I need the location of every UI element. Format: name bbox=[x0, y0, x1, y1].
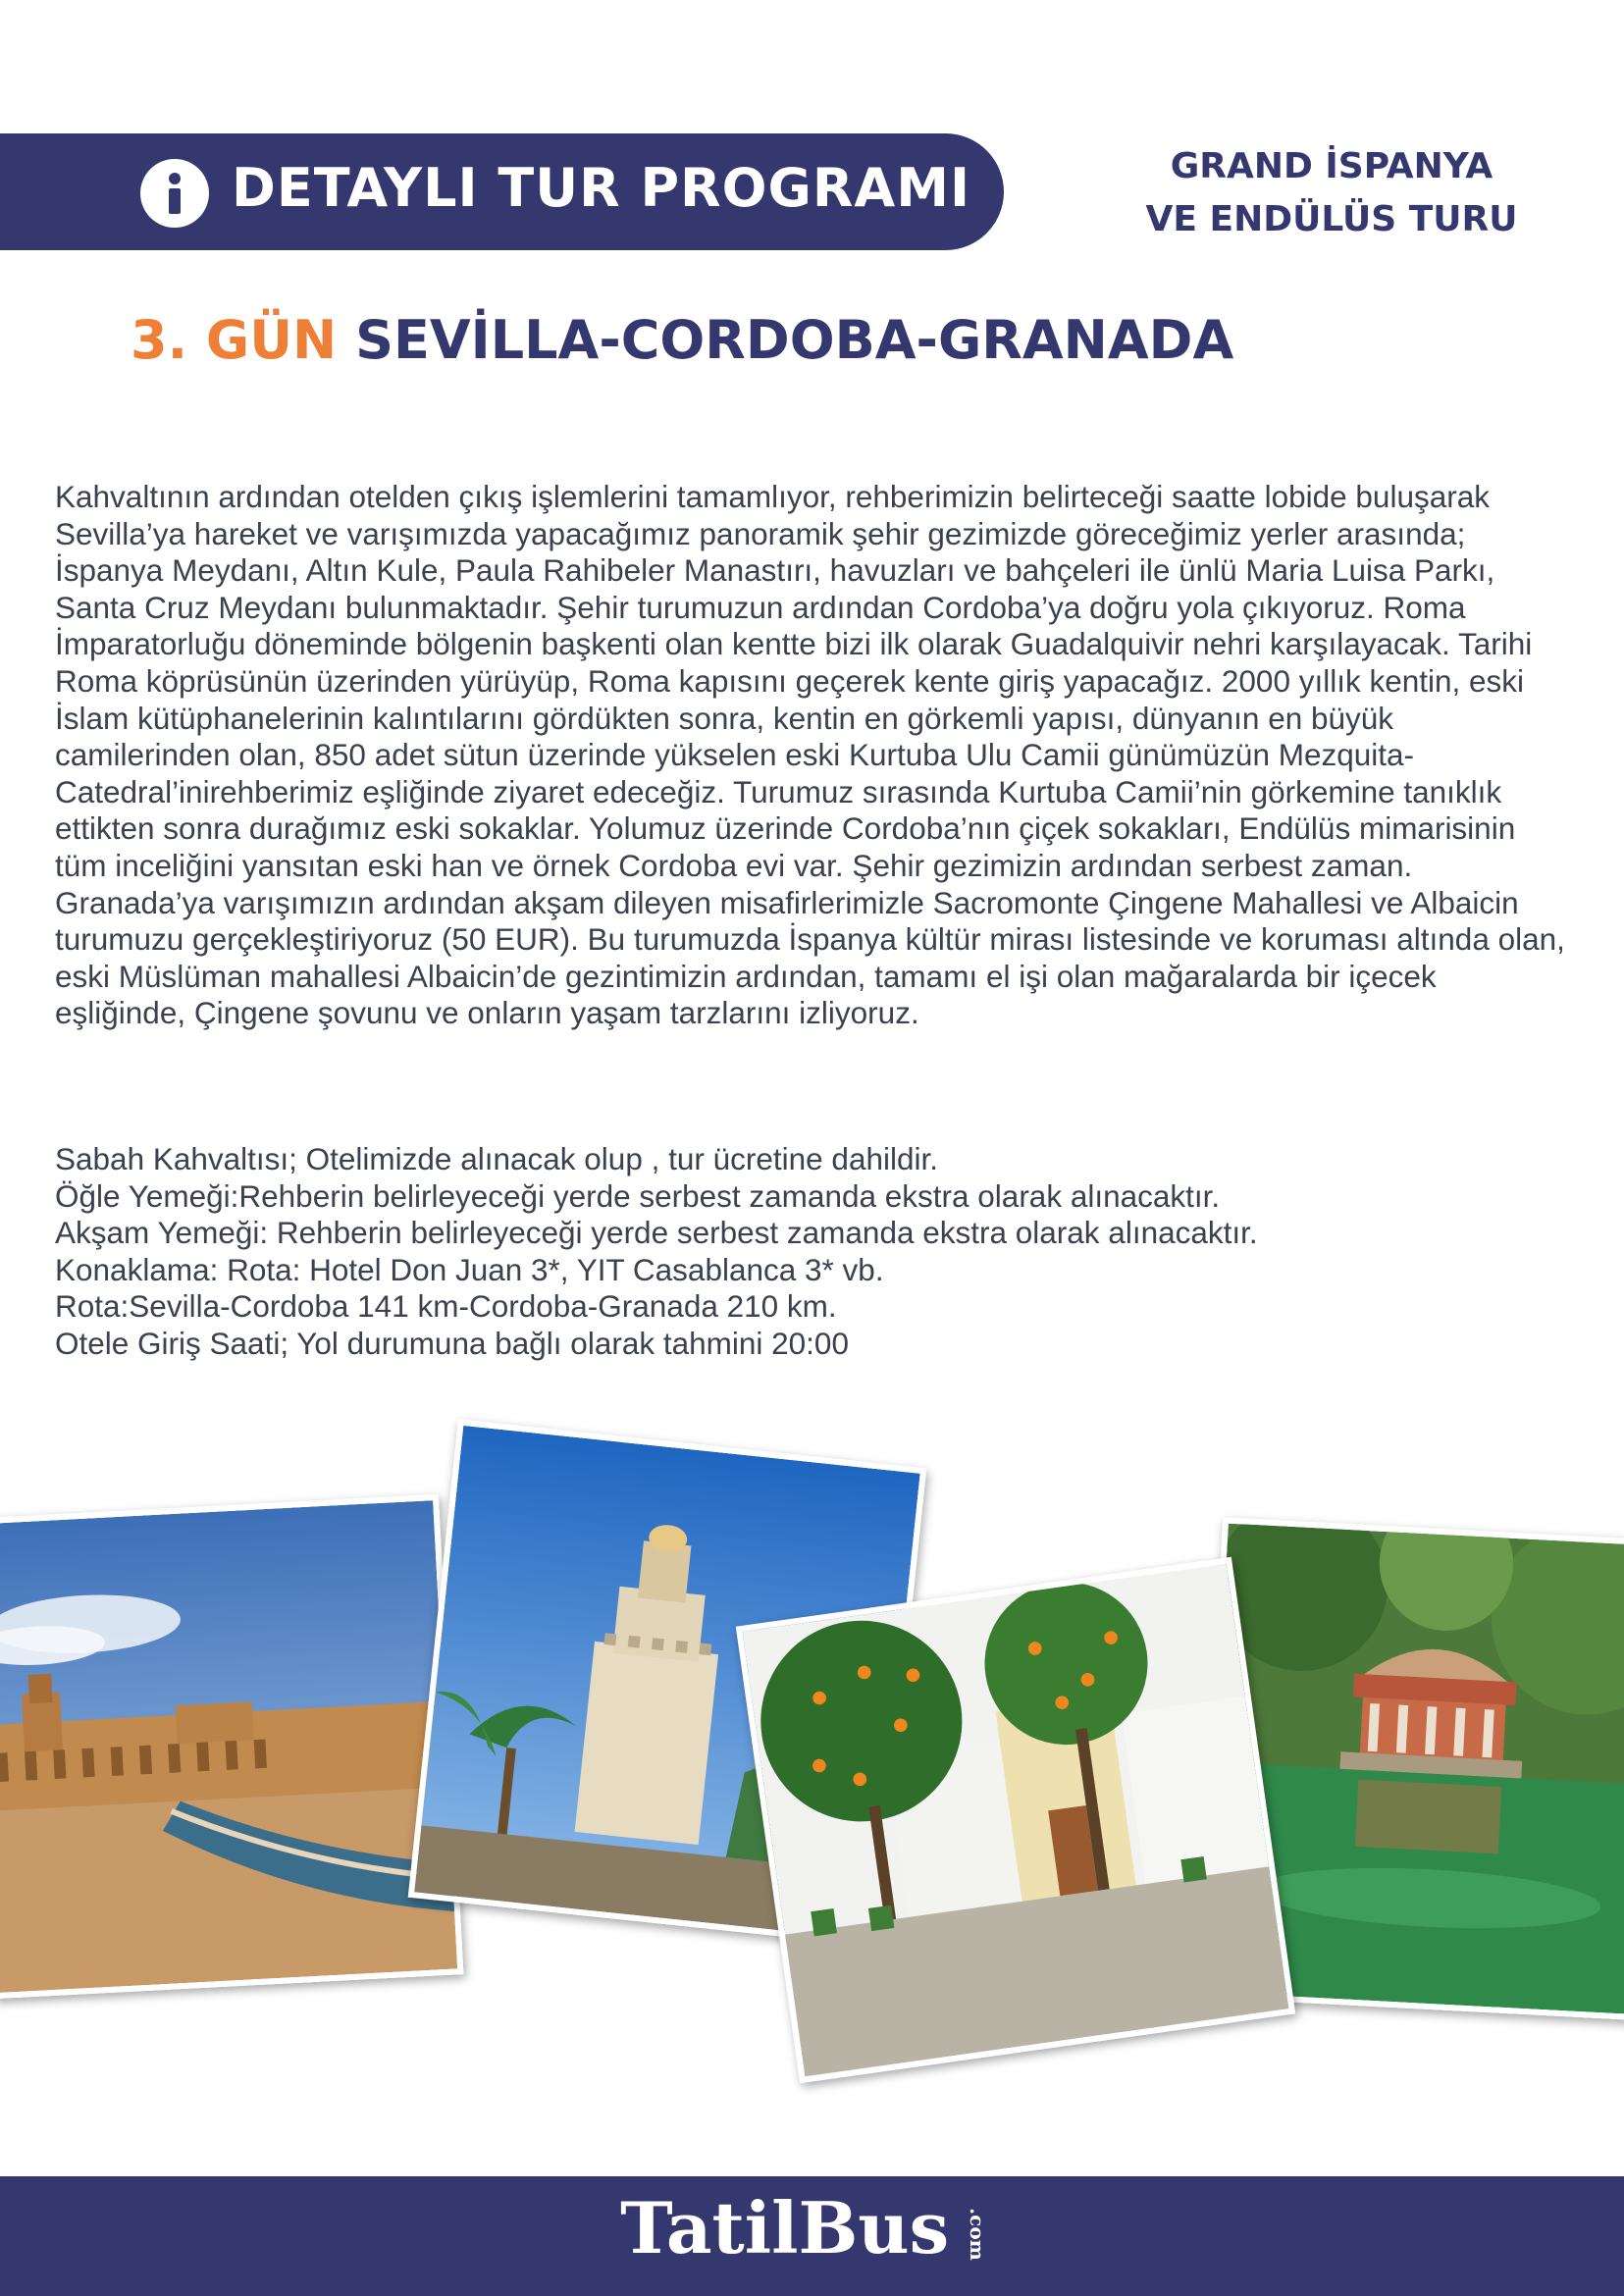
tour-name-line1: GRAND İSPANYA bbox=[1170, 146, 1493, 186]
info-lunch: Öğle Yemeği:Rehberin belirleyeceği yerde serbest zamanda ekstra olarak alınacaktır. bbox=[55, 1177, 1221, 1214]
tour-name-line2: VE ENDÜLÜS TURU bbox=[1145, 199, 1518, 239]
banner-title: DETAYLI TUR PROGRAMI bbox=[232, 157, 971, 219]
tatilbus-logo bbox=[0, 2186, 1624, 2270]
logo-text: TatilBus bbox=[620, 2186, 950, 2270]
info-route: Rota:Sevilla-Cordoba 141 km-Cordoba-Granada 210 km. bbox=[55, 1288, 837, 1325]
tour-name bbox=[1126, 140, 1538, 246]
photo-orange-tree-street bbox=[736, 1557, 1295, 2083]
info-list bbox=[55, 1141, 1571, 1363]
day-heading bbox=[131, 309, 1233, 371]
info-checkin: Otele Giriş Saati; Yol durumuna bağlı olarak tahmini 20:00 bbox=[55, 1325, 849, 1361]
info-accommodation: Konaklama: Rota: Hotel Don Juan 3*, YIT Casablanca 3* vb. bbox=[55, 1251, 884, 1287]
info-breakfast: Sabah Kahvaltısı; Otelimizde alınacak olup , tur ücretine dahildir. bbox=[55, 1141, 938, 1176]
program-description: Kahvaltının ardından otelden çıkış işlemlerini tamamlıyor, rehberimizin belirteceği saatte lobide buluşarak Sevilla’ya hareket ve varışımızda yapacağımız panoramik şehir gezimizde göreceğimiz yerler arasında; İspanya Meydanı, Altın Kule, Paula Rahibeler Manastırı, havuzları ve bahçeleri ile ünlü Maria Luisa Parkı, Santa Cruz Meydanı bulunmaktadır. Şehir turumuzun ardından Cordoba’ya doğru yola çıkıyoruz. Roma İmparatorluğu döneminde bölgenin başkenti olan kentte bizi ilk olarak Guadalquivir nehri karşılayacak. Tarihi Roma köprüsünün üzerinden yürüyüp, Roma kapısını geçerek kente giriş yapacağız. 2000 yıllık kentin, eski İslam kütüphanelerinin kalıntılarını gördükten sonra, kentin en görkemli yapısı, dünyanın en büyük camilerinden olan, 850 adet sütun üzerinde yükselen eski Kurtuba Ulu Camii günümüzün Mezquita-Catedral’inirehberimiz eşliğinde ziyaret edeceğiz. Turumuz sırasında Kurtuba Camii’nin görkemine tanıklık ettikten sonra durağımız eski sokaklar. Yolumuz üzerinde Cordoba’nın çiçek sokakları, Endülüs mimarisinin tüm inceliğini yansıtan eski han ve örnek Cordoba evi var. Şehir gezimizin ardından serbest zaman. Granada’ya varışımızın ardından akşam dileyen misafirlerimizle Sacromonte Çingene Mahallesi ve Albaicin turumuzu gerçekleştiriyoruz (50 EUR). Bu turumuzda İspanya kültür mirası listesinde ve koruması altında olan, eski Müslüman mahallesi Albaicin’de gezintimizin ardından, tamamı el işi olan mağaralarda bir içecek eşliğinde, Çingene şovunu ve onların yaşam tarzlarını izliyoruz. bbox=[55, 479, 1565, 1031]
day-number: 3. GÜN bbox=[131, 309, 338, 371]
day-route: SEVİLLA-CORDOBA-GRANADA bbox=[355, 309, 1234, 371]
info-icon bbox=[140, 159, 209, 228]
logo-suffix: .com bbox=[966, 2208, 990, 2261]
info-dinner: Akşam Yemeği: Rehberin belirleyeceği yerde serbest zamanda ekstra olarak alınacaktır. bbox=[55, 1215, 1258, 1251]
photo-plaza-de-espana bbox=[0, 1494, 463, 1999]
